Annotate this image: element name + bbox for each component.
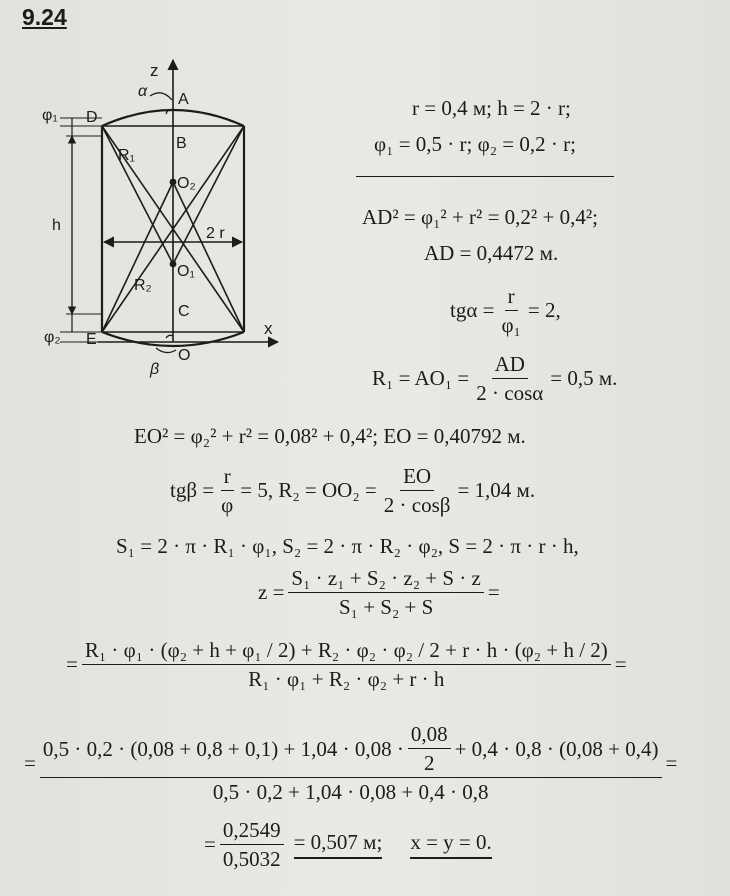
cylinder-diagram <box>38 52 288 382</box>
eq-z-numeric <box>24 722 677 804</box>
z-numeric-inner-fraction <box>408 722 451 775</box>
z-numeric-num-a: 0,5 · 0,2 · (0,08 + 0,8 + 0,1) + 1,04 · 0,08 · <box>42 736 404 761</box>
r2-den: 2 · cosβ <box>383 493 451 518</box>
z-result-num: 0,2549 <box>220 818 284 845</box>
r1-fraction <box>473 352 546 405</box>
label-r2: R₂ <box>134 277 152 294</box>
eq-areas: S₁ = 2 · π · R₁ · φ₁, S₂ = 2 · π · R₂ · φ₂, S = 2 · π · r · h, <box>116 534 579 558</box>
label-h: h <box>52 217 61 234</box>
label-a: A <box>178 91 189 108</box>
tg-beta-den: φ <box>221 493 234 518</box>
label-c: C <box>178 303 190 320</box>
label-phi1: φ₁ <box>42 107 58 124</box>
z-symbolic-num: R₁ · φ₁ · (φ₂ + h + φ₁ / 2) + R₂ · φ₂ · φ₂ / 2 + r · h · (φ₂ + h / 2) <box>82 638 611 665</box>
z-fraction <box>288 566 483 619</box>
tg-alpha-num: r <box>505 284 518 311</box>
radius-r2-left <box>102 182 173 332</box>
eq-eo: EO² = φ₂² + r² = 0,08² + 0,4²; EO = 0,40792 м. <box>134 424 526 448</box>
eq-tg-beta-r2 <box>170 464 535 517</box>
label-alpha: α <box>138 83 148 100</box>
z-result-fraction <box>220 818 284 871</box>
z-numeric-fraction <box>40 722 662 804</box>
label-e: E <box>86 331 97 348</box>
alpha-arc <box>150 93 172 100</box>
given-line-1: r = 0,4 м; h = 2 · r; <box>412 96 571 120</box>
r2-rhs: = 1,04 м. <box>457 478 536 503</box>
problem-number: 9.24 <box>22 4 67 30</box>
tg-alpha-lhs: tgα = <box>450 298 495 323</box>
tg-alpha-rhs: = 2, <box>527 298 561 323</box>
tg-beta-mid: = 5, R₂ = OO₂ = <box>240 478 377 503</box>
result-z: = 0,507 м; <box>294 830 383 859</box>
label-r1: R₁ <box>118 147 135 164</box>
eq-r1 <box>372 352 617 405</box>
z-symbolic-fraction <box>82 638 611 691</box>
radius-r1-left <box>102 126 173 264</box>
r1-lhs: R₁ = AO₁ = <box>372 366 470 391</box>
z-numeric-den: 0,5 · 0,2 + 1,04 · 0,08 + 0,4 · 0,8 <box>212 780 489 805</box>
tg-beta-num: r <box>221 464 234 491</box>
z-den: S₁ + S₂ + S <box>338 595 434 620</box>
label-phi2: φ₂ <box>44 329 61 346</box>
z-numeric-inner-den: 2 <box>423 751 435 776</box>
given-divider <box>356 176 614 177</box>
r2-num: EO <box>400 464 434 491</box>
z-symbolic-den: R₁ · φ₁ + R₂ · φ₂ + r · h <box>248 667 445 692</box>
eq-tg-alpha <box>450 284 561 337</box>
z-numeric-num-c: + 0,4 · 0,8 · (0,08 + 0,4) <box>454 736 659 761</box>
tg-beta-fraction <box>218 464 236 517</box>
z-symbolic-eq-right: = <box>614 652 627 677</box>
z-lhs: z = <box>258 580 285 605</box>
r2-fraction <box>381 464 454 517</box>
r1-den: 2 · cosα <box>476 381 544 406</box>
z-numeric-eq-right: = <box>665 750 678 775</box>
r1-rhs: = 0,5 м. <box>550 366 618 391</box>
label-d: D <box>86 109 98 126</box>
beta-arc <box>156 348 176 353</box>
z-rhs: = <box>487 580 500 605</box>
z-numeric-num <box>40 722 662 778</box>
z-num: S₁ · z₁ + S₂ · z₂ + S · z <box>288 566 483 593</box>
z-numeric-inner-num: 0,08 <box>408 722 451 749</box>
eq-z-definition <box>258 566 500 619</box>
eq-z-symbolic <box>66 638 627 691</box>
label-2r: 2 r <box>206 225 225 242</box>
label-z: z <box>150 61 159 80</box>
label-x: x <box>264 319 273 338</box>
label-beta: β <box>150 361 160 378</box>
z-result-eq: = <box>204 832 216 857</box>
tg-alpha-den: φ₁ <box>501 313 521 338</box>
z-numeric-eq-left: = <box>24 750 36 775</box>
eq-z-result <box>204 818 492 871</box>
z-symbolic-eq-left: = <box>66 652 78 677</box>
eq-ad: AD = 0,4472 м. <box>424 241 559 265</box>
result-xy: x = y = 0. <box>410 830 491 859</box>
label-o: O <box>178 347 191 364</box>
point-o2 <box>170 179 177 186</box>
given-line-2: φ₁ = 0,5 · r; φ₂ = 0,2 · r; <box>374 132 576 156</box>
point-o1 <box>170 261 177 268</box>
label-o1: O₁ <box>177 263 195 280</box>
r1-num: AD <box>492 352 528 379</box>
z-result-den: 0,5032 <box>222 847 281 872</box>
label-b: B <box>176 135 187 152</box>
label-o2: O₂ <box>177 175 196 192</box>
eq-ad-squared: AD² = φ₁² + r² = 0,2² + 0,4²; <box>362 205 598 229</box>
tg-alpha-fraction <box>498 284 523 337</box>
tg-beta-lhs: tgβ = <box>170 478 215 503</box>
